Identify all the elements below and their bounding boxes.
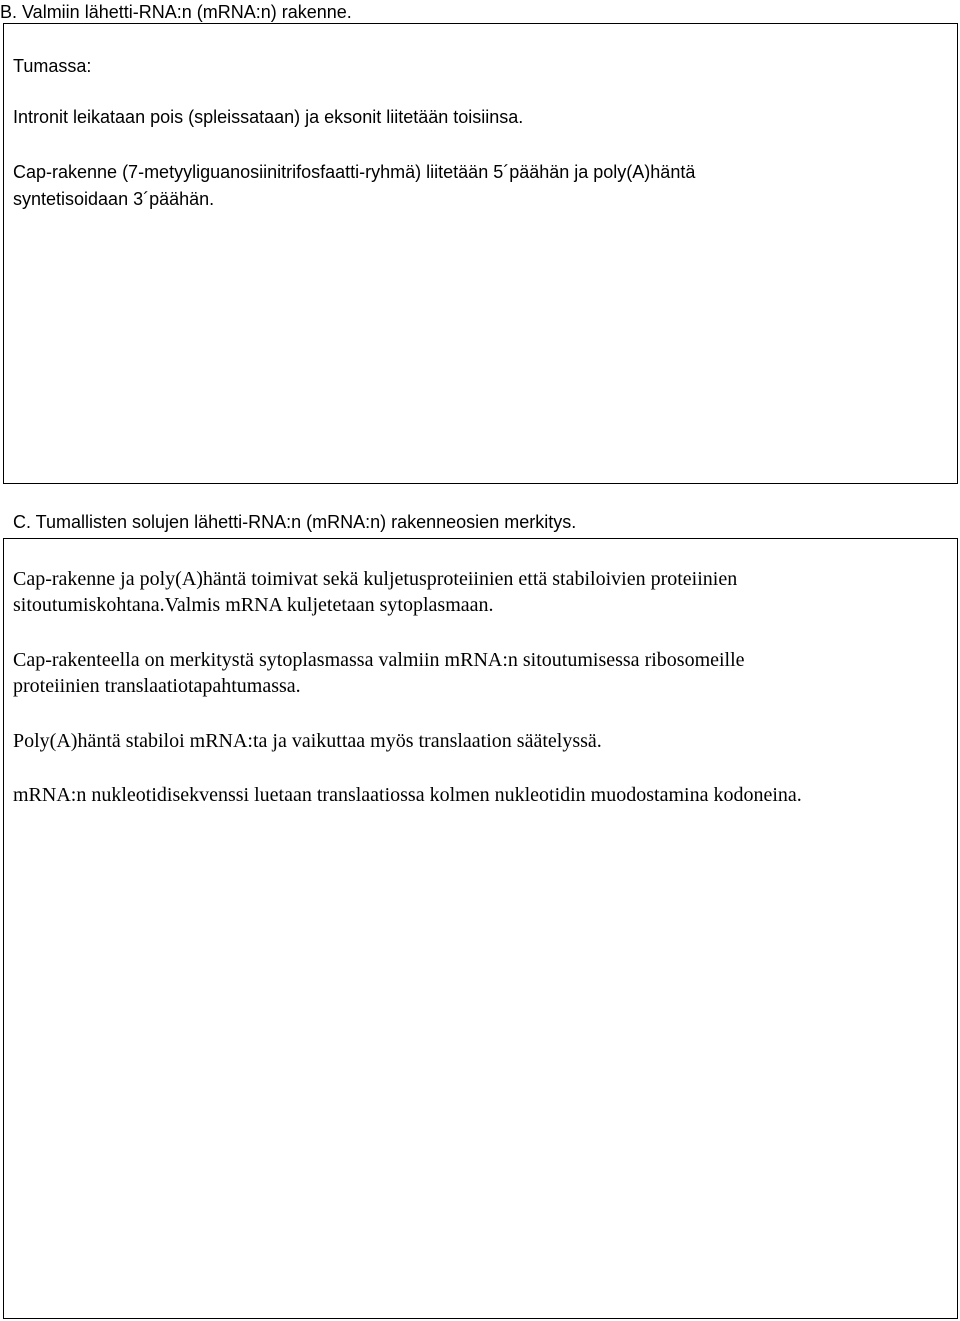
section-c-paragraph-3: Poly(A)häntä stabiloi mRNA:ta ja vaikuttaa myös translaation säätelyssä.	[13, 730, 602, 752]
section-b-line-2	[13, 159, 695, 213]
section-c-paragraph-1b: sitoutumiskohtana.Valmis mRNA kuljetetaan sytoplasmaan.	[13, 594, 494, 616]
section-c-paragraph-2b: proteiinien translaatiotapahtumassa.	[13, 675, 301, 697]
section-b-heading: B. Valmiin lähetti-RNA:n (mRNA:n) rakenne.	[0, 2, 352, 22]
section-c-paragraph-2	[13, 647, 745, 699]
section-c-heading: C. Tumallisten solujen lähetti-RNA:n (mRNA:n) rakenneosien merkitys.	[13, 512, 577, 532]
section-b-line-2b: syntetisoidaan 3´päähän.	[13, 189, 215, 209]
section-b-line-2a: Cap-rakenne (7-metyyliguanosiinitrifosfaatti-ryhmä) liitetään 5´päähän ja poly(A)häntä	[13, 162, 696, 182]
section-c-paragraph-1	[13, 566, 737, 618]
section-c-paragraph-1a: Cap-rakenne ja poly(A)häntä toimivat sekä kuljetusproteiinien että stabiloivien proteiinien	[13, 568, 738, 590]
section-b-label: Tumassa:	[13, 56, 92, 76]
section-b-answer-box	[3, 23, 958, 484]
section-c-paragraph-2a: Cap-rakenteella on merkitystä sytoplasmassa valmiin mRNA:n sitoutumisessa ribosomeille	[13, 649, 745, 671]
section-b-line-1: Intronit leikataan pois (spleissataan) ja eksonit liitetään toisiinsa.	[13, 107, 524, 127]
section-c-paragraph-4: mRNA:n nukleotidisekvenssi luetaan translaatiossa kolmen nukleotidin muodostamina kodoneina.	[13, 784, 802, 806]
